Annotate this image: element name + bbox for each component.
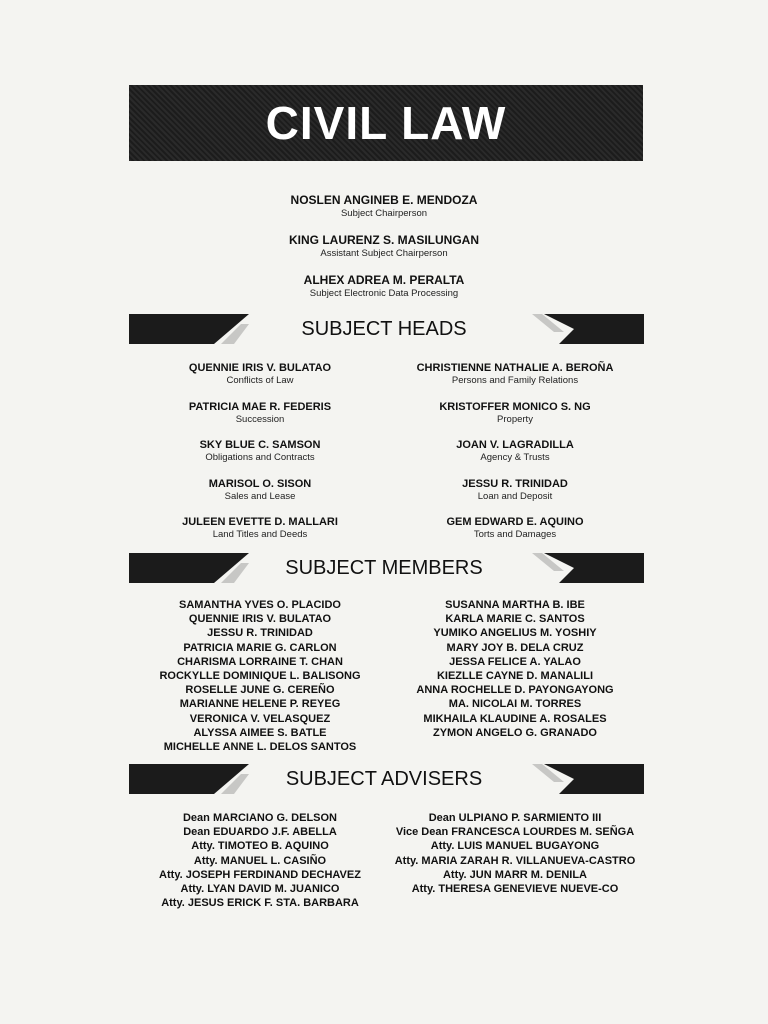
member-name: SAMANTHA YVES O. PLACIDO [179,599,341,611]
officer-role: Subject Electronic Data Processing [309,288,459,299]
head-subject: Sales and Lease [224,490,296,502]
head-subject: Property [497,413,533,425]
subject-advisers-left-column [130,811,390,910]
member-name: ROSELLE JUNE G. CEREÑO [185,684,335,697]
adviser-name: Atty. THERESA GENEVIEVE NUEVE-CO [411,883,619,896]
member-name: CHARISMA LORRAINE T. CHAN [177,655,343,668]
adviser-name: Vice Dean FRANCESCA LOURDES M. SEÑGA [395,826,635,839]
banner-arrow-right-decoration [524,314,644,344]
member-name: ROCKYLLE DOMINIQUE L. BALISONG [159,670,361,683]
head-name: QUENNIE IRIS V. BULATAO [188,362,332,374]
member-name: VERONICA V. VELASQUEZ [189,712,331,725]
member-name: ANNA ROCHELLE D. PAYONGAYONG [416,684,614,697]
subject-head-entry [130,438,390,477]
head-name: JULEEN EVETTE D. MALLARI [182,516,338,528]
officer-edp [0,273,768,300]
member-name: MA. NICOLAI M. TORRES [448,698,582,711]
head-name: KRISTOFFER MONICO S. NG [439,400,591,413]
adviser-name: Dean EDUARDO J.F. ABELLA [183,826,337,839]
head-subject: Obligations and Contracts [205,452,315,463]
officer-name: KING LAURENZ S. MASILUNGAN [289,233,479,247]
member-name: JESSA FELICE A. YALAO [449,655,581,668]
member-name: QUENNIE IRIS V. BULATAO [188,613,332,626]
member-name: ZYMON ANGELO G. GRANADO [433,726,597,739]
head-name: JOAN V. LAGRADILLA [456,439,574,451]
member-name: PATRICIA MARIE G. CARLON [183,641,337,654]
head-name: CHRISTIENNE NATHALIE A. BEROÑA [416,362,614,374]
banner-arrow-left-decoration [129,314,249,344]
head-subject: Succession [235,413,285,425]
head-subject: Land Titles and Deeds [212,529,308,540]
member-name: ALYSSA AIMEE S. BATLE [193,726,327,739]
head-name: PATRICIA MAE R. FEDERIS [188,400,332,413]
adviser-name: Atty. MANUEL L. CASIÑO [193,854,327,867]
section-header-subject-members [0,553,768,583]
member-name: MICHELLE ANNE L. DELOS SANTOS [163,741,357,754]
head-subject: Torts and Damages [473,529,557,540]
banner-arrow-right-decoration [524,764,644,794]
page-title: CIVIL LAW [265,97,507,149]
subject-head-entry [385,400,645,439]
subject-advisers-right-column [385,811,645,896]
officer-name: NOSLEN ANGINEB E. MENDOZA [290,193,478,207]
adviser-name: Atty. JUN MARR M. DENILA [442,868,587,881]
adviser-name: Dean ULPIANO P. SARMIENTO III [428,812,602,824]
subject-head-entry [130,361,390,400]
adviser-name: Atty. TIMOTEO B. AQUINO [191,840,329,853]
subject-heads-left-column [130,361,390,554]
subject-head-entry [385,361,645,400]
member-name: YUMIKO ANGELIUS M. YOSHIY [433,627,597,640]
section-title: SUBJECT MEMBERS [285,557,483,579]
head-name: GEM EDWARD E. AQUINO [446,516,584,528]
member-name: SUSANNA MARTHA B. IBE [445,599,585,611]
adviser-name: Dean MARCIANO G. DELSON [182,812,337,824]
head-name: SKY BLUE C. SAMSON [199,439,321,451]
member-name: MARY JOY B. DELA CRUZ [446,641,584,654]
member-name: MARIANNE HELENE P. REYEG [179,698,341,711]
adviser-name: Atty. LUIS MANUEL BUGAYONG [430,840,600,853]
head-subject: Persons and Family Relations [451,375,579,386]
banner-arrow-right-decoration [524,553,644,583]
subject-head-entry [130,400,390,439]
subject-head-entry [130,477,390,516]
subject-members-left-column [130,598,390,754]
member-name: KIEZLLE CAYNE D. MANALILI [436,670,594,683]
title-banner [129,85,643,161]
adviser-name: Atty. MARIA ZARAH R. VILLANUEVA-CASTRO [394,854,636,867]
adviser-name: Atty. LYAN DAVID M. JUANICO [180,883,340,896]
member-name: JESSU R. TRINIDAD [207,627,313,640]
officer-role: Assistant Subject Chairperson [320,248,448,259]
member-name: MIKHAILA KLAUDINE A. ROSALES [423,712,607,725]
head-name: JESSU R. TRINIDAD [462,477,568,490]
subject-members-right-column [385,598,645,740]
adviser-name: Atty. JESUS ERICK F. STA. BARBARA [161,897,359,910]
subject-head-entry [385,438,645,477]
officer-role: Subject Chairperson [340,208,428,219]
subject-head-entry [385,477,645,516]
officer-name: ALHEX ADREA M. PERALTA [303,273,465,287]
head-name: MARISOL O. SISON [208,477,312,490]
member-name: KARLA MARIE C. SANTOS [445,613,585,626]
banner-arrow-left-decoration [129,764,249,794]
section-title: SUBJECT ADVISERS [285,768,483,790]
officer-chairperson [0,193,768,220]
subject-head-entry [130,515,390,554]
subject-heads-right-column [385,361,645,554]
officer-assistant-chairperson [0,233,768,260]
head-subject: Agency & Trusts [480,452,550,463]
subject-head-entry [385,515,645,554]
section-title: SUBJECT HEADS [301,318,467,340]
head-subject: Loan and Deposit [477,490,553,502]
head-subject: Conflicts of Law [226,375,294,386]
section-header-subject-advisers [0,764,768,794]
adviser-name: Atty. JOSEPH FERDINAND DECHAVEZ [159,868,361,881]
section-header-subject-heads [0,314,768,344]
banner-arrow-left-decoration [129,553,249,583]
